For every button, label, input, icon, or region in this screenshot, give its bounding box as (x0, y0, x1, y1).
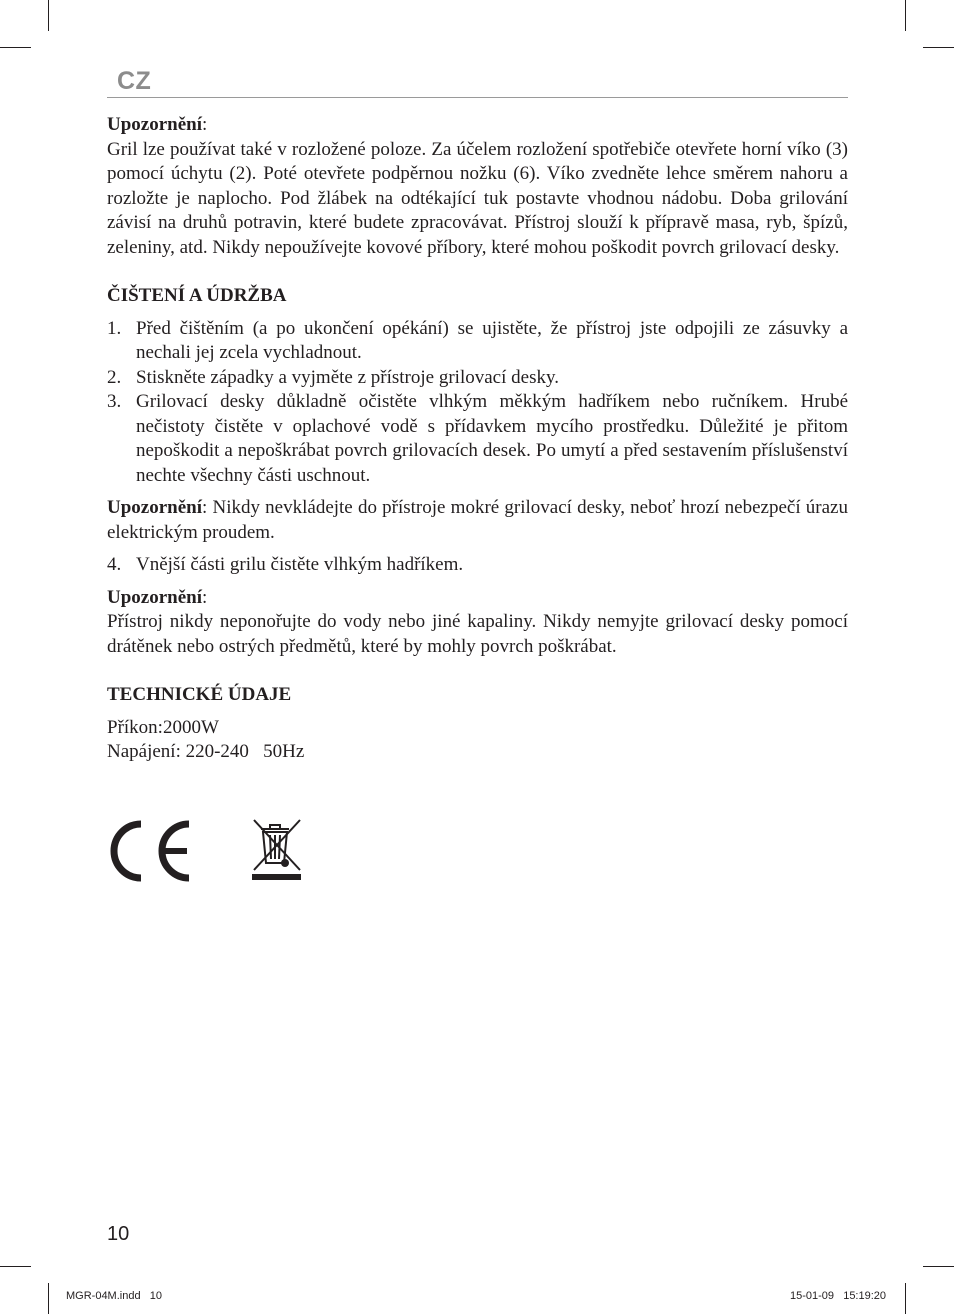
cleaning-steps (107, 317, 848, 489)
list-item-number: 2. (107, 366, 122, 388)
list-item-number: 3. (107, 391, 122, 412)
header-rule (107, 97, 848, 98)
list-item-text: Stiskněte západky a vyjměte z přístroje grilovací desky. (136, 366, 559, 388)
spec-power: Příkon:2000W (107, 716, 219, 738)
manual-body (107, 113, 848, 765)
crop-mark (905, 1283, 906, 1314)
crop-mark (48, 1283, 49, 1314)
note-label: Upozornění (107, 586, 202, 608)
note-text: : Nikdy nevkládejte do přístroje mokré grilovací desky, neboť hrozí nebezpečí úrazu elektrickým proudem. (107, 497, 848, 543)
slug-timestamp: 15-01-09 15:19:20 (790, 1290, 887, 1302)
list-item (107, 366, 848, 391)
list-item-number: 1. (107, 317, 122, 339)
slug-filename: MGR-04M.indd 10 (66, 1290, 162, 1302)
crop-mark (0, 1266, 31, 1267)
note-warning-3 (107, 586, 848, 611)
list-item-text: Vnější části grilu čistěte vlhkým hadříkem. (136, 554, 464, 575)
list-item (107, 390, 848, 488)
crop-mark (48, 0, 49, 31)
note-text: Gril lze používat také v rozložené poloze. Za účelem rozložení spotřebiče otevřete horní víko (3) pomocí úchytu (2). Poté otevřete podpěrnou nožku (6). Víko zvedněte lehce směrem nahoru a rozložte je naplocho. Pod žlábek na odtékající tuk postavte vhodnou nádobu. Doba grilování závisí na druhů potravin, které budete zpracovávat. Přístroj slouží k přípravě masa, ryb, špízů, zeleniny, atd. Nikdy nepoužívejte kovové příbory, které mohou poškodit povrch grilovací desky. (107, 138, 848, 258)
list-item-text: Grilovací desky důkladně očistěte vlhkým měkkým hadříkem nebo ručníkem. Hrubé nečistoty čistěte v oplachové vodě s přídavkem mycího prostředku. Důležité je přitom nepoškodit a nepoškrábat povrch grilovacích desek. Po umytí a před sestavením příslušenství nechte všechny části uschnout. (136, 391, 848, 486)
crop-mark (923, 47, 954, 48)
crossed-out-wheelie-bin-icon (251, 817, 303, 881)
crop-mark (0, 47, 31, 48)
list-item (107, 553, 848, 578)
note-colon: : (202, 114, 208, 135)
note-warning-2 (107, 496, 848, 545)
page-number: 10 (107, 1223, 130, 1245)
cleaning-steps-continued (107, 553, 848, 578)
note-colon: : (202, 586, 208, 608)
note-label: Upozornění (107, 114, 202, 135)
list-item-text: Před čištěním (a po ukončení opékání) se ujistěte, že přístroj jste odpojili ze zásuvky a nechali jej zcela vychladnout. (136, 317, 848, 363)
language-label: CZ (117, 67, 152, 95)
spec-supply: Napájení: 220-240 50Hz (107, 741, 305, 762)
note-text: Přístroj nikdy neponořujte do vody nebo jiné kapaliny. Nikdy nemyjte grilovací desky pomocí drátěnek nebo ostrých předmětů, které by mohly povrch poškrábat. (107, 611, 848, 657)
note-warning (107, 113, 848, 138)
list-item-number: 4. (107, 554, 122, 575)
section-heading-technical: TECHNICKÉ ÚDAJE (107, 684, 292, 705)
crop-mark (905, 0, 906, 31)
note-label: Upozornění (107, 497, 202, 518)
list-item (107, 317, 848, 366)
ce-mark-icon (107, 818, 191, 884)
section-heading-cleaning: ČIŠTENÍ A ÚDRŽBA (107, 285, 287, 306)
crop-mark (923, 1266, 954, 1267)
